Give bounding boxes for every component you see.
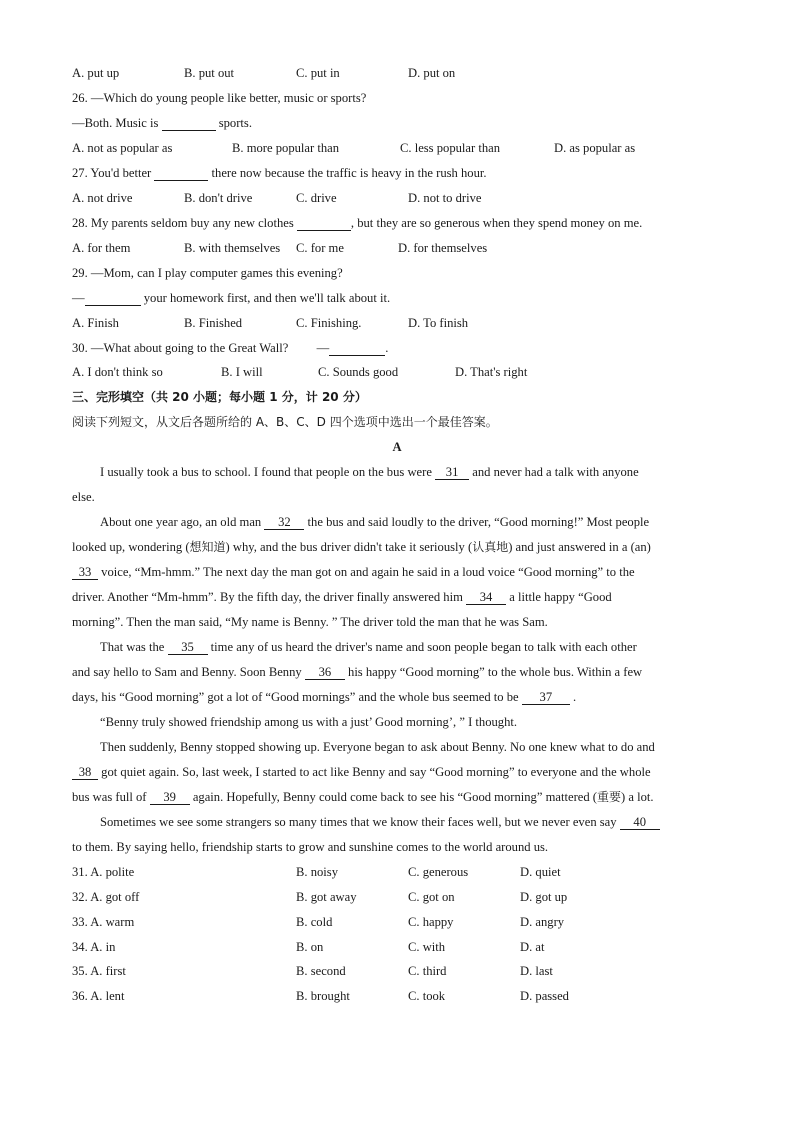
option-36-d: D. passed [520,989,569,1003]
option-31-a: 31. A. polite [72,865,135,879]
option-35-d: D. last [520,964,553,978]
q25-option-a: A. put up [72,66,120,80]
q30-reply-before: — [316,341,330,355]
q29-option-d: D. To finish [408,316,469,330]
blank-38: 38 [72,766,98,780]
passage-line-13 [72,764,651,780]
passage-text: time any of us heard the driver's name and soon people began to talk with each other [210,640,637,654]
q30-option-b: B. I will [221,365,263,379]
option-34-c: C. with [408,940,446,954]
q25-option-c: C. put in [296,66,340,80]
option-33-c: C. happy [408,915,454,929]
q30-option-c: C. Sounds good [318,365,399,379]
q26-reply-before: —Both. Music is [72,116,159,130]
passage-text: ) a lot. [621,790,654,804]
q27-after: there now because the traffic is heavy in the rush hour. [211,166,487,180]
gloss-seriously: 认真地 [472,540,509,554]
q26-option-a: A. not as popular as [72,141,173,155]
passage-text: his happy “Good morning” to the whole bus. Within a few [348,665,643,679]
option-33-a: 33. A. warm [72,915,135,929]
q29-reply-after: your homework first, and then we'll talk about it. [143,291,391,305]
passage-text: looked up, wondering ( [72,540,190,554]
q30-stem [72,340,388,356]
passage-line-2: else. [72,490,95,504]
passage-line-16: to them. By saying hello, friendship starts to grow and sunshine comes to the world around us. [72,840,549,854]
passage-line-3 [100,514,649,530]
passage-line-1 [100,464,639,480]
q27-blank [154,167,208,181]
passage-line-6 [72,589,612,605]
q29-option-b: B. Finished [184,316,243,330]
q26-option-c: C. less popular than [400,141,501,155]
q27-option-b: B. don't drive [184,191,253,205]
blank-33: 33 [72,566,98,580]
q30-option-d: D. That's right [455,365,528,379]
option-32-d: D. got up [520,890,568,904]
option-35-b: B. second [296,964,346,978]
passage-text: ) and just answered in a (an) [508,540,651,554]
passage-text: a little happy “Good [509,590,612,604]
option-36-a: 36. A. lent [72,989,125,1003]
section3-instruction: 阅读下列短文，从文后各题所给的 A、B、C、D 四个选项中选出一个最佳答案。 [72,415,498,429]
option-35-a: 35. A. first [72,964,126,978]
q28-blank [297,217,351,231]
q29-blank [85,292,141,306]
option-35-c: C. third [408,964,447,978]
option-34-b: B. on [296,940,324,954]
option-32-a: 32. A. got off [72,890,140,904]
passage-line-12: Then suddenly, Benny stopped showing up. Everyone began to ask about Benny. No one knew what to do and [100,740,655,754]
passage-line-10 [72,689,576,705]
option-31-d: D. quiet [520,865,561,879]
gloss-mattered: 重要 [597,790,622,804]
passage-line-15 [100,814,660,830]
q29-reply-before: — [72,291,85,305]
passage-text: Sometimes we see some strangers so many times that we know their faces well, but we never even say [100,815,617,829]
passage-text: and never had a talk with anyone [472,465,639,479]
passage-text: ) why, and the bus driver didn't take it seriously ( [225,540,473,554]
gloss-wondering: 想知道 [189,540,226,554]
section3-heading: 三、完形填空（共 20 小题；每小题 1 分，计 20 分） [72,390,367,404]
blank-31: 31 [435,466,469,480]
passage-line-5 [72,564,635,580]
q26-stem: 26. —Which do young people like better, music or sports? [72,91,367,105]
q28-stem [72,215,642,231]
passage-text: days, his “Good morning” got a lot of “Good mornings” and the whole bus seemed to be [72,690,519,704]
option-32-c: C. got on [408,890,455,904]
q27-stem [72,165,487,181]
q28-after: , but they are so generous when they spend money on me. [350,216,643,230]
passage-text: About one year ago, an old man [100,515,262,529]
option-32-b: B. got away [296,890,357,904]
q28-option-c: C. for me [296,241,344,255]
q26-option-d: D. as popular as [554,141,636,155]
passage-line-14 [72,789,654,805]
passage-text: . [572,690,577,704]
q29-stem: 29. —Mom, can I play computer games this evening? [72,266,343,280]
option-31-c: C. generous [408,865,469,879]
q28-before: 28. My parents seldom buy any new clothes [72,216,294,230]
blank-37: 37 [522,691,570,705]
option-36-b: B. brought [296,989,350,1003]
q28-option-a: A. for them [72,241,131,255]
q26-reply-after: sports. [218,116,252,130]
q28-option-b: B. with themselves [184,241,281,255]
passage-line-9 [72,664,642,680]
q30-blank [329,342,385,356]
q30-reply-after: . [385,341,389,355]
passage-line-11: “Benny truly showed friendship among us with a just’ Good morning’, ” I thought. [100,715,518,729]
option-31-b: B. noisy [296,865,338,879]
passage-text: and say hello to Sam and Benny. Soon Benny [72,665,302,679]
q26-option-b: B. more popular than [232,141,340,155]
option-34-d: D. at [520,940,545,954]
q30-question: 30. —What about going to the Great Wall? [72,341,289,355]
q27-before: 27. You'd better [72,166,152,180]
option-36-c: C. took [408,989,446,1003]
passage-line-7: morning”. Then the man said, “My name is Benny. ” The driver told the man that he was Sam. [72,615,548,629]
passage-line-4 [72,539,651,555]
q25-option-b: B. put out [184,66,235,80]
passage-text: the bus and said loudly to the driver, “Good morning!” Most people [307,515,650,529]
blank-39: 39 [150,791,190,805]
passage-text: I usually took a bus to school. I found that people on the bus were [100,465,432,479]
q26-blank [162,117,216,131]
blank-40: 40 [620,816,660,830]
q28-option-d: D. for themselves [398,241,488,255]
blank-35: 35 [168,641,208,655]
passage-text: driver. Another “Mm-hmm”. By the fifth day, the driver finally answered him [72,590,463,604]
passage-label: A [392,440,402,454]
passage-text: bus was full of [72,790,147,804]
option-34-a: 34. A. in [72,940,116,954]
passage-text: That was the [100,640,165,654]
q29-option-a: A. Finish [72,316,119,330]
passage-text: voice, “Mm-hmm.” The next day the man got on and again he said in a loud voice “Good morning” to the [101,565,635,579]
q29-option-c: C. Finishing. [296,316,362,330]
q29-reply [72,290,390,306]
option-33-d: D. angry [520,915,565,929]
passage-text: again. Hopefully, Benny could come back to see his “Good morning” mattered ( [192,790,597,804]
q27-option-c: C. drive [296,191,337,205]
q27-option-a: A. not drive [72,191,133,205]
blank-36: 36 [305,666,345,680]
blank-32: 32 [264,516,304,530]
passage-text: got quiet again. So, last week, I started to act like Benny and say “Good morning” to everyone and the whole [101,765,651,779]
q27-option-d: D. not to drive [408,191,482,205]
passage-line-8 [100,639,637,655]
q26-reply [72,115,252,131]
q25-option-d: D. put on [408,66,456,80]
q30-option-a: A. I don't think so [72,365,163,379]
blank-34: 34 [466,591,506,605]
option-33-b: B. cold [296,915,333,929]
